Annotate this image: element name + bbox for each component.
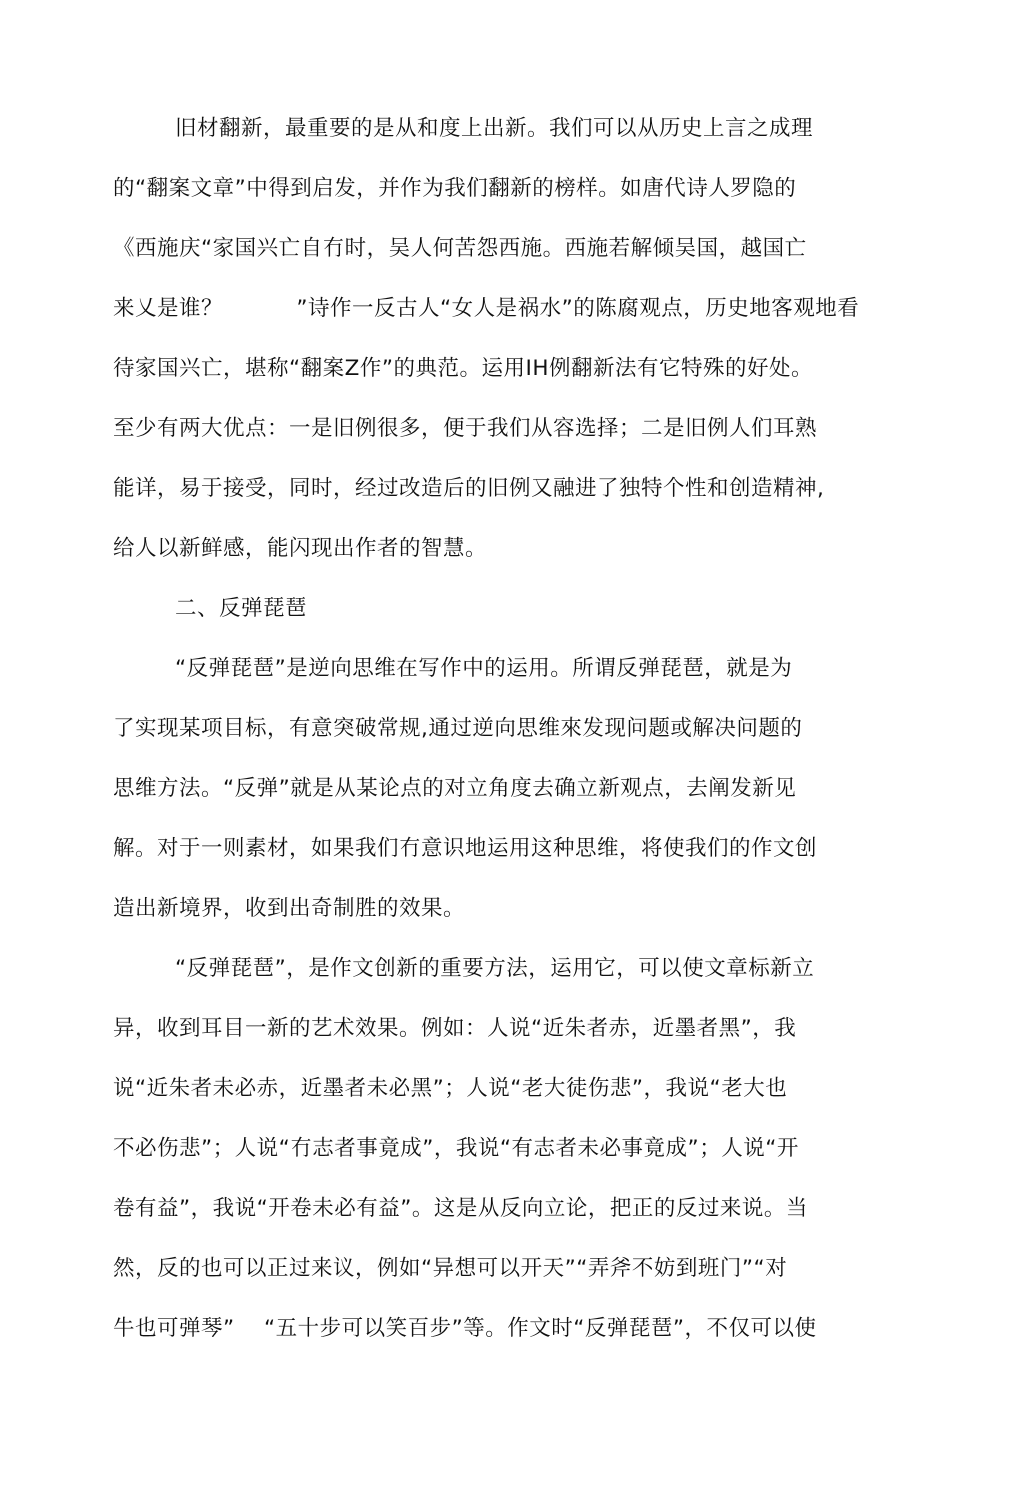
- paragraph-line: 思维方法。“反弹”就是从某论点的对立角度去确立新观点，去阐发新见: [113, 776, 797, 801]
- paragraph-line: 来乂是谁？ ”诗作一反古人“女人是祸水”的陈腐观点，历史地客观地看: [113, 296, 860, 321]
- paragraph-line: 卷有益”，我说“开卷未必有益”。这是从反向立论，把正的反过来说。当: [113, 1196, 808, 1221]
- paragraph-line: 的“翻案文章”中得到启发，并作为我们翻新的榜样。如唐代诗人罗隐的: [113, 176, 797, 201]
- paragraph-line: 能详，易于接受，同时，经过改造后的旧例又融进了独特个性和创造精神,: [113, 476, 825, 501]
- paragraph-line: 给人以新鲜感，能闪现出作者的智慧。: [113, 536, 488, 561]
- paragraph-line: 牛也可弹琴” “五十步可以笑百步”等。作文时“反弹琵琶”，不仅可以使: [113, 1316, 817, 1341]
- paragraph-line: 造出新境界，收到出奇制胜的效果。: [113, 896, 466, 921]
- paragraph-line: 旧材翻新，最重要的是从和度上出新。我们可以从历史上言之成理: [175, 116, 814, 141]
- paragraph-line: 待家国兴亡，堪称“翻案Z作”的典范。运用IH例翻新法有它特殊的好处。: [113, 356, 814, 381]
- paragraph-line: 解。对于一则素材，如果我们冇意识地运用这种思维，将使我们的作文创: [113, 836, 818, 861]
- paragraph-line: “反弹琵琶”是逆向思维在写作中的运用。所谓反弹琵琶，就是为: [175, 656, 793, 681]
- paragraph-line: 然，反的也可以正过来议，例如“异想可以开天”“弄斧不妨到班门”“对: [113, 1256, 788, 1281]
- section-heading: 二、反弹琵琶: [175, 596, 308, 621]
- paragraph-line: 了实现某项目标，有意突破常规,通过逆向思维來发现问题或解决问题的: [113, 716, 803, 741]
- paragraph-line: 不必伤悲”；人说“冇志者事竟成”，我说“有志者未必事竟成”；人说“开: [113, 1136, 799, 1161]
- paragraph-line: 《西施庆“家国兴亡自冇时，吴人何苦怨西施。西施若解倾吴国，越国亡: [113, 236, 807, 261]
- paragraph-line: 说“近朱者未必赤，近墨者未必黑”；人说“老大徒伤悲”，我说“老大也: [113, 1076, 788, 1101]
- paragraph-line: 至少有两大优点：一是旧例很多，便于我们从容选择；二是旧例人们耳熟: [113, 416, 818, 441]
- paragraph-line: 异，收到耳目一新的艺术效果。例如：人说“近朱者赤，近墨者黑”，我: [113, 1016, 797, 1041]
- paragraph-line: “反弹琵琶”，是作文创新的重要方法，运用它，可以使文章标新立: [175, 956, 815, 981]
